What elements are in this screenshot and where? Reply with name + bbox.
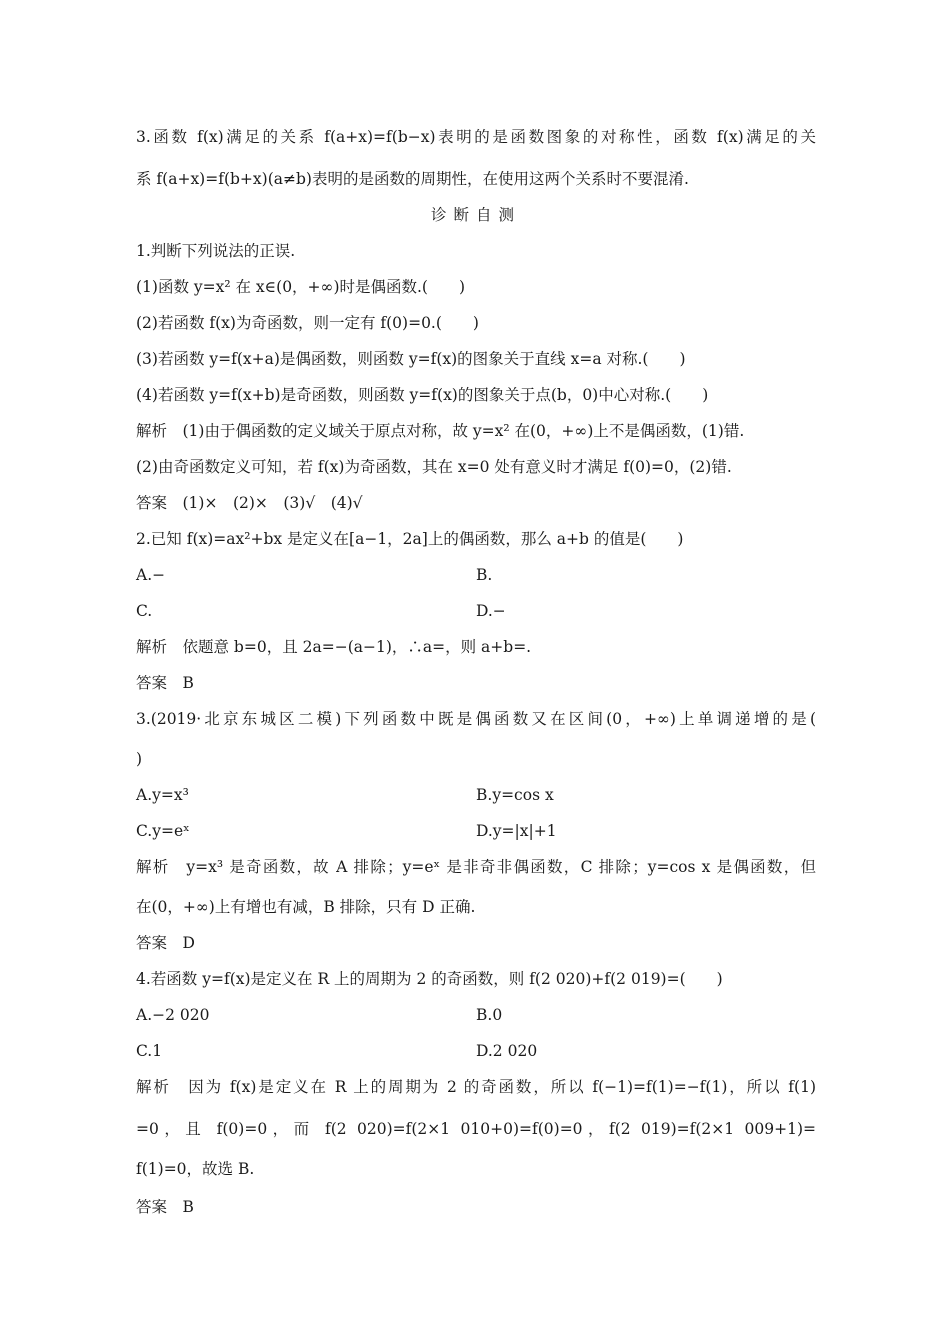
answer-4: 答案 B [136,1198,194,1216]
option-d: D.− [476,602,506,620]
option-c: C.y=eˣ [136,822,190,840]
analysis-1-line-1: 解析 (1)由于偶函数的定义域关于原点对称，故 y=x² 在(0，+∞)上不是偶函数，(1)错. [136,422,745,440]
option-d: D.2 020 [476,1042,538,1060]
answer-2: 答案 B [136,674,194,692]
analysis-4-line-3: f(1)=0，故选 B. [136,1160,255,1178]
question-3-line-1: 3.(2019·北京东城区二模)下列函数中既是偶函数又在区间(0，+∞)上单调递增的是( [136,710,816,728]
question-1: 1.判断下列说法的正误. [136,242,296,260]
answer-3: 答案 D [136,934,195,952]
analysis-3-line-1: 解析 y=x³ 是奇函数，故 A 排除；y=eˣ 是非奇非偶函数，C 排除；y=cos x 是偶函数，但 [136,858,816,876]
question-3-options-row-2 [136,820,816,842]
question-4-options-row-2 [136,1040,816,1062]
question-2-options-row-2 [136,600,816,622]
intro-line-1: 3.函数 f(x)满足的关系 f(a+x)=f(b−x)表明的是函数图象的对称性，函数 f(x)满足的关 [136,128,816,146]
intro-line-2: 系 f(a+x)=f(b+x)(a≠b)表明的是函数的周期性，在使用这两个关系时不要混淆. [136,170,689,188]
question-2: 2.已知 f(x)=ax²+bx 是定义在[a−1，2a]上的偶函数，那么 a+b 的值是( ) [136,530,684,548]
option-c: C. [136,602,153,620]
question-2-options-row-1 [136,564,816,586]
option-b: B.0 [476,1006,503,1024]
question-1-item-2: (2)若函数 f(x)为奇函数，则一定有 f(0)=0.( ) [136,314,479,332]
analysis-3-line-2: 在(0，+∞)上有增也有减，B 排除，只有 D 正确. [136,898,476,916]
option-a: A.− [136,566,166,584]
option-d: D.y=|x|+1 [476,822,557,840]
analysis-4-line-2: =0，且 f(0)=0，而 f(2 020)=f(2×1 010+0)=f(0)=0，f(2 019)=f(2×1 009+1)= [136,1120,816,1138]
answer-1: 答案 (1)× (2)× (3)√ (4)√ [136,494,363,512]
option-a: A.y=x³ [136,786,189,804]
question-1-item-4: (4)若函数 y=f(x+b)是奇函数，则函数 y=f(x)的图象关于点(b，0)中心对称.( ) [136,386,709,404]
analysis-2: 解析 依题意 b=0，且 2a=−(a−1)，∴a=，则 a+b=. [136,638,532,656]
question-4-options-row-1 [136,1004,816,1026]
question-1-item-3: (3)若函数 y=f(x+a)是偶函数，则函数 y=f(x)的图象关于直线 x=a 对称.( ) [136,350,686,368]
section-heading: 诊断自测 [430,206,521,224]
option-b: B.y=cos x [476,786,554,804]
question-1-item-1: (1)函数 y=x² 在 x∈(0，+∞)时是偶函数.( ) [136,278,466,296]
option-c: C.1 [136,1042,163,1060]
question-3-line-2: ) [136,750,143,768]
analysis-1-line-2: (2)由奇函数定义可知，若 f(x)为奇函数，其在 x=0 处有意义时才满足 f(0)=0，(2)错. [136,458,732,476]
option-a: A.−2 020 [136,1006,210,1024]
question-4: 4.若函数 y=f(x)是定义在 R 上的周期为 2 的奇函数，则 f(2 020)+f(2 019)=( ) [136,970,723,988]
question-3-options-row-1 [136,784,816,806]
option-b: B. [476,566,493,584]
analysis-4-line-1: 解析 因为 f(x)是定义在 R 上的周期为 2 的奇函数，所以 f(−1)=f(1)=−f(1)，所以 f(1) [136,1078,816,1096]
